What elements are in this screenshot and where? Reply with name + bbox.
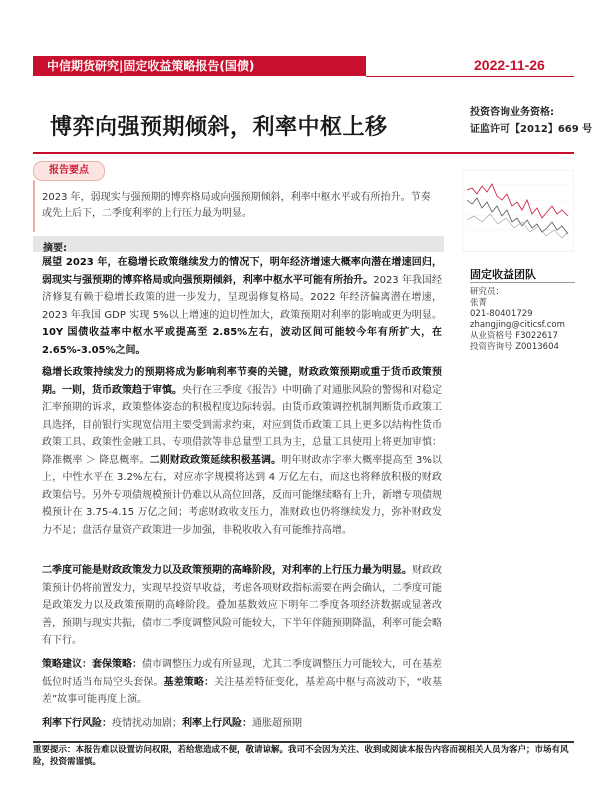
abstract-paragraph-1	[42, 254, 442, 359]
p1-tail: 10Y 国债收益率中枢水平或提高至 2.85%左右，波动区间可能较今年有所扩大，在 2.65%-3.05%之间。	[42, 327, 442, 356]
report-date: 2022-11-26	[474, 57, 545, 73]
strategy-paragraph	[42, 656, 442, 709]
p2-bold-1: 稳增长政策持续发力的预期将成为影响利率节奏的关键，财政政策预期或重于货币政策预期。一则，货币政策趋于审慎。	[42, 367, 442, 396]
qualification	[470, 104, 592, 138]
contact-block	[470, 287, 565, 353]
researcher-name: 张菁	[470, 298, 488, 308]
basis-text: 关注基差特征变化，基差高中枢与高波动下，“收基差”故事可能再度上演。	[42, 676, 443, 705]
down-risk-label: 利率下行风险：	[42, 718, 112, 729]
hedge-text: 债市调整压力或有所显现，尤其二季度调整压力可能较大，可在基差低位时适当布局空头套保。	[42, 659, 442, 688]
down-risk-text: 疫情扰动加剧；	[112, 718, 182, 729]
qualification-label: 投资咨询业务资格:	[470, 107, 554, 118]
p3-text: 财政政策预计仍将前置发力，实现早投资早收益，考虑各项财政指标需要在两会确认，二季度可能是政策发力以及政策预期的高峰阶段。叠加基数效应下明年二季度各项经济数据或显著改善，预期与现实共振，债市二季度调整风险可能较大，下半年伴随预期降温，利率可能会略有下行。	[42, 565, 442, 646]
up-risk-label: 利率上行风险：	[182, 718, 252, 729]
cover-chart	[462, 170, 574, 252]
footer-notice: 重要提示：本报告难以设置访问权限，若给您造成不便，敬请谅解。我司不会因为关注、收到或阅读本报告内容而视相关人员为客户；市场有风险，投资需谨慎。	[33, 745, 569, 767]
p2-text-1: 央行在三季度《报告》中明确了对通胀风险的警惕和对稳定汇率预期的诉求，政策整体姿态的积极程度边际转弱。由货币政策调控机制判断货币政策工具选择，目前银行实现宽信用主要受到需求约束，对应到货币政策工具上更多以结构性货币政策工具、政策性金融工具、专项借款等非总量型工具为主，总量工具使用上将更加审慎：降准概率 ＞ 降息概率。	[42, 384, 442, 466]
strategy-label: 策略建议：	[42, 659, 92, 670]
title-rule	[33, 152, 574, 154]
researcher-email[interactable]: zhangjing@citicsf.com	[470, 320, 565, 330]
up-risk-text: 通胀超预期	[252, 718, 302, 729]
p3-bold: 二季度可能是财政政策发力以及政策预期的高峰阶段，对利率的上行压力最为明显。	[42, 565, 412, 576]
page-title: 博弈向强预期倾斜，利率中枢上移	[50, 115, 388, 140]
abstract-paragraph-2	[42, 364, 442, 539]
p2-text-2: 明年财政赤字率大概率提高至 3%以上，中性水平在 3.2%左右，对应赤字规模将达到 4 万亿左右，而这也将释放积极的财政政策信号。另外专项债规模预计仍难以从高位回落，反而可能继续略有上升，新增专项债规模预计在 3.75-4.15 万亿之间；考虑财政收支压力，准财政也仍将继续发力，弥补财政发力不足；盘活存量资产政策进一步加强，非税收收入有可能维持高增。	[42, 454, 442, 536]
chart-frame	[462, 170, 574, 252]
risk-paragraph	[42, 715, 442, 733]
abstract-paragraph-3	[42, 562, 442, 650]
team-rule	[470, 282, 575, 283]
footer-rule	[33, 741, 574, 743]
p1-bold: 展望 2023 年，在稳增长政策继续发力的情况下，明年经济增速大概率向潜在增速回归，弱现实与强预期的博弈格局或向强预期倾斜，利率中枢水平可能有所抬升。	[42, 257, 442, 286]
license-2: 投资咨询号 Z0013604	[470, 342, 559, 352]
report-banner: 中信期货研究|固定收益策略报告(国债)	[33, 56, 366, 76]
key-points-tab: 报告要点	[33, 161, 105, 181]
abstract-header	[33, 236, 444, 252]
researcher-label: 研究员：	[470, 287, 505, 297]
key-points-text: 2023 年，弱现实与强预期的博弈格局或向强预期倾斜，利率中枢水平或有所抬升。节奏或先上后下，二季度利率的上行压力最为明显。	[42, 192, 431, 219]
abstract-label: 摘要:	[43, 243, 67, 254]
basis-label: 基差策略：	[163, 676, 215, 688]
team-title: 固定收益团队	[470, 268, 536, 281]
p2-bold-2: 二则财政政策延续积极基调。	[149, 454, 282, 466]
license-1: 从业资格号 F3022617	[470, 331, 558, 341]
p1-text: 2023 年我国经济修复有赖于稳增长政策的进一步发力，呈现弱修复格局。2022 年经济偏离潜在增速，2023 年我国 GDP 实现 5%以上增速的迫切性加大，政策预期对利率的影响或更为明显。	[42, 274, 442, 321]
hedge-label: 套保策略：	[92, 659, 142, 670]
qualification-value: 证监许可【2012】669 号	[470, 124, 593, 135]
header-rule	[366, 76, 574, 77]
researcher-phone: 021-80401729	[470, 309, 533, 319]
